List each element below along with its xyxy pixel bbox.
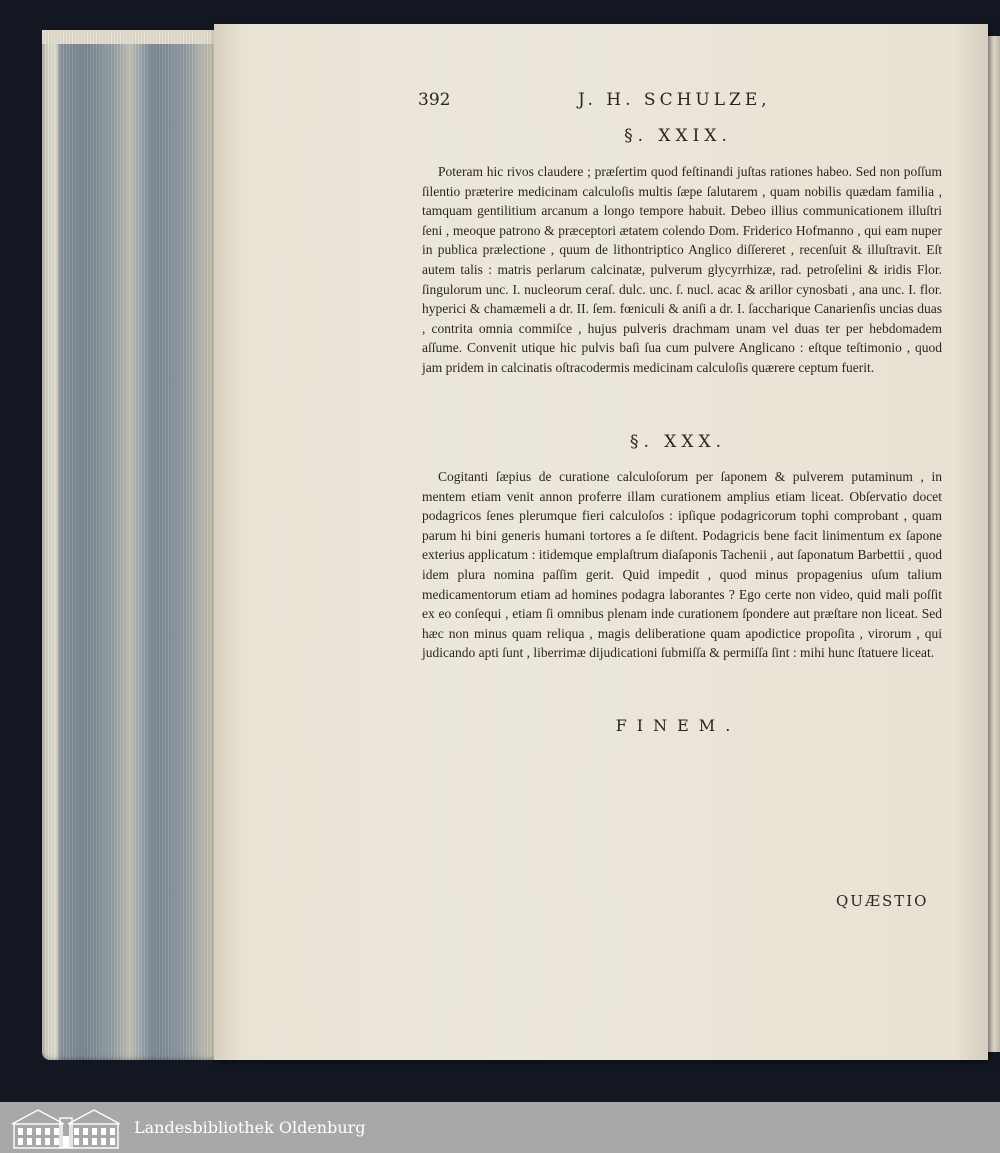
page-header (418, 90, 938, 112)
library-footer-bar (0, 1102, 1000, 1153)
page-number: 392 (418, 90, 451, 110)
section-paragraph-xxx (422, 467, 942, 663)
book-block-edge (42, 30, 224, 1060)
paragraph-text: Poteram hic rivos claudere ; præſertim quod feſtinandi juſtas rationes habeo. Sed non poſſum ſilentio præterire medicinam calculoſis multis ſæpe ſalutarem , quam nobilis quædam familia , tamquam gentilitium arcanum a longo tempore habuit. Debeo illius communicationem illuſtri ſeni , meoque patrono & præceptori ætatem colendo Dom. Friderico Hofmanno , qui eam nuper in publica prælectione , quum de lithontriptico Anglico diſſereret , recenſuit & illuſtravit. Eſt autem talis : matris perlarum calcinatæ, pulverum glycyrrhizæ, rad. petroſelini & iridis Flor. ſingulorum unc. I. nucleorum ceraſ. dulc. unc. ſ. nucl. acac & arillor cynosbati , ana unc. I. flor. hyperici & chamæmeli a dr. II. ſem. fœniculi & aniſi a dr. I. ſaccharique Canarienſis uncias duas , contrita omnia commiſce , hujus pulveris drachmam unam vel duas ter per hebdomadem aſſume. Convenit utique hic pulvis baſi ſua cum pulvere Anglicano : eſtque teſtimonio , quod jam pridem in calcinatis oſtracodermis medicinam calculoſis quærere ceptum fuerit. (422, 164, 942, 375)
closing-word: FINEM. (615, 716, 741, 735)
section-heading-xxix: §. XXIX. (624, 126, 732, 146)
catchword: QUÆSTIO (836, 892, 929, 910)
library-name: Landesbibliothek Oldenburg (134, 1118, 366, 1137)
paragraph-text: Cogitanti ſæpius de curatione calculoſorum per ſaponem & pulverem putaminum , in mentem etiam venit annon proferre illam curationem amplius etiam liceat. Obſervatio docet podagricos ſenes plerumque fieri calculoſos : ipſique podagricorum tophi comprobant , quam parum hi bini generis humani tortores a ſe diſtent. Podagricis bene facit linimentum ex ſapone exterius applicatum : itidemque emplaſtrum diaſaponis Tachenii , aut ſaponatum Barbettii , quod idem plura nomina paſſim gerit. Quid impedit , quod minus propagenius uſum talium medicamentorum etiam ad homines podagra laborantes ? Ego certe non video, quid mali poſſit ex eo conſequi , etiam ſi omnibus plenam inde curationem ſpondere aut præſtare non liceat. Sed hæc non minus quam reliqua , magis deliberatione quam apodictice propoſita , virorum , qui judicando apti ſunt , liberrimæ dijudicationi ſubmiſſa & permiſſa ſint : mihi hunc ſtatuere liceat. (422, 469, 942, 661)
section-heading-xxx: §. XXX. (629, 432, 727, 452)
section-paragraph-xxix (422, 162, 942, 378)
running-head: J. H. SCHULZE, (578, 90, 771, 110)
library-building-icon (8, 1106, 124, 1150)
